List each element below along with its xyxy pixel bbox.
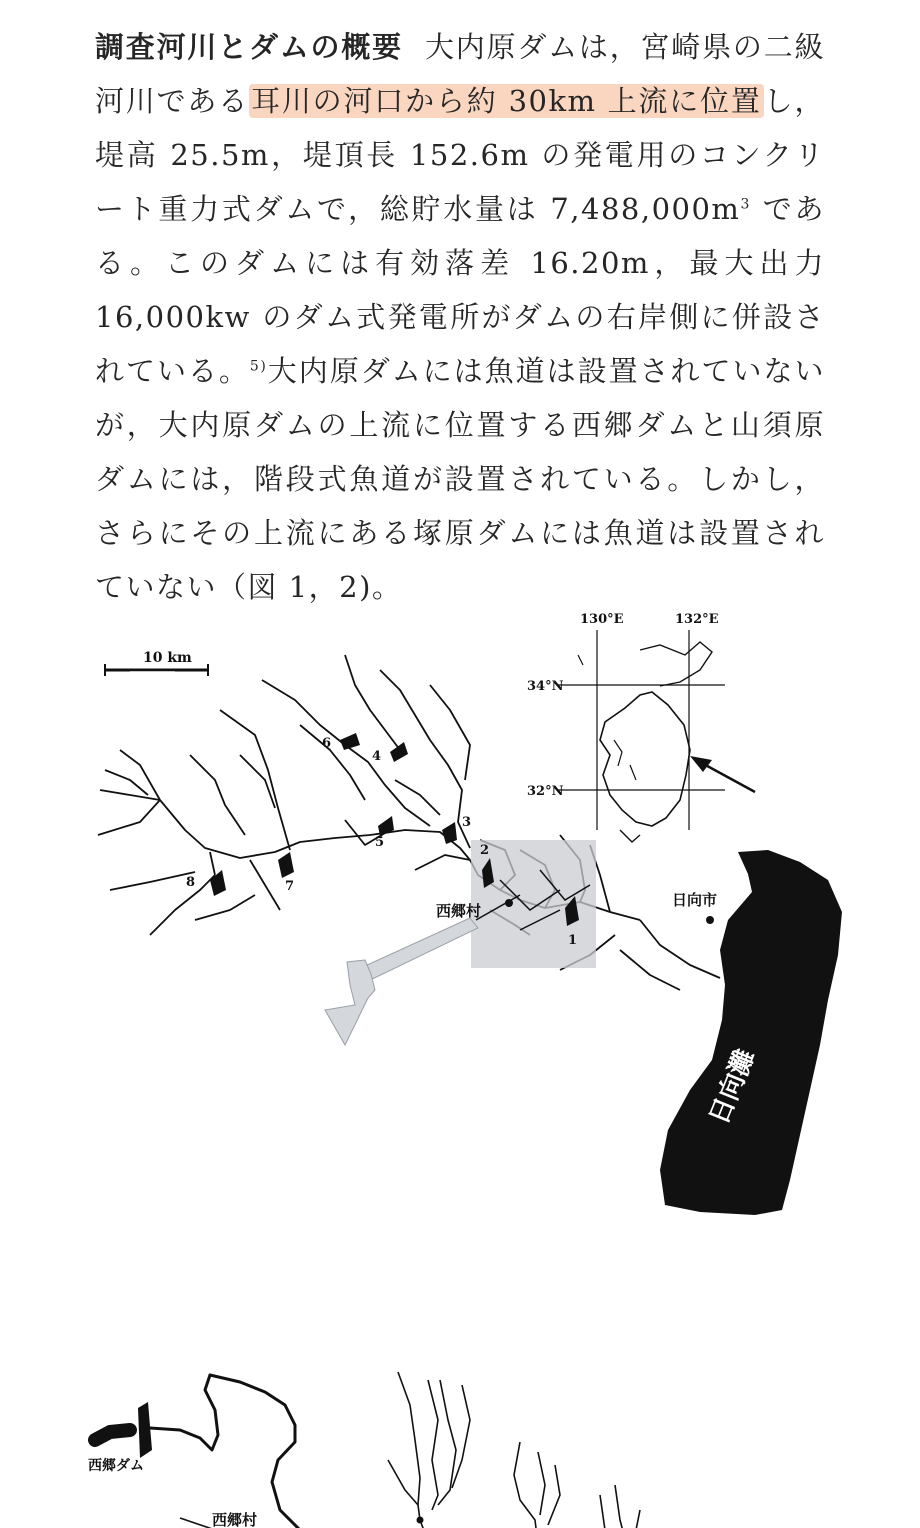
sea-label: 日向灘 — [704, 1045, 762, 1129]
svg-text:2: 2 — [480, 843, 490, 858]
section-heading: 調査河川とダムの概要 — [95, 30, 403, 64]
overview-paragraph — [95, 20, 825, 614]
dam-marker-7 — [278, 852, 294, 878]
dam-marker-8 — [210, 870, 226, 896]
upper-village-dot — [505, 899, 513, 907]
city-dot — [706, 916, 714, 924]
svg-text:7: 7 — [285, 879, 295, 894]
reference-mark: 5) — [249, 358, 268, 375]
paragraph-text-3: である。このダムには有効落差 16.20m，最大出力 16,000kw のダム式発電所がダムの右岸側に併設されている。 — [95, 192, 826, 388]
dam-marker-6 — [340, 733, 360, 750]
paragraph-text-2: し，堤高 25.5m，堤頂長 152.6m の発電用のコンクリート重力式ダムで，総貯水量は 7,488,000m — [95, 84, 825, 226]
sampling-stations — [338, 1517, 660, 1528]
dam-marker-4 — [390, 742, 408, 762]
paragraph-text-1: 大内原ダムは，宮崎県の二級河川である — [95, 30, 825, 118]
lat-32-label: 32°N — [527, 784, 564, 799]
lon-130-label: 130°E — [580, 612, 624, 627]
lower-village-label: 西郷村 — [212, 1511, 258, 1528]
svg-text:3: 3 — [462, 815, 472, 830]
svg-text:1: 1 — [568, 933, 578, 948]
lower-main-river — [95, 1375, 662, 1528]
dam-marker-3 — [442, 822, 457, 844]
svg-text:8: 8 — [186, 875, 196, 890]
upper-river-network — [98, 655, 720, 990]
inset-map — [527, 612, 755, 842]
inset-arrow — [700, 762, 755, 792]
lower-scale-bar — [545, 1487, 650, 1528]
paragraph-text-4: 大内原ダムには魚道は設置されていないが，大内原ダムの上流に位置する西郷ダムと山須原ダムには，階段式魚道が設置されている。しかし，さらにその上流にある塚原ダムには魚道は設置されていない（図 1，2)。 — [95, 354, 825, 604]
upper-village-label: 西郷村 — [436, 902, 482, 920]
callout-arrow — [325, 918, 478, 1045]
dam-marker-5 — [378, 816, 394, 836]
saigo-dam-marker — [138, 1402, 152, 1458]
lon-132-label: 132°E — [675, 612, 719, 627]
upper-scale-label: 10 km — [143, 650, 192, 666]
upper-scale-bar — [105, 650, 208, 676]
svg-text:5: 5 — [375, 835, 385, 850]
city-label: 日向市 — [672, 891, 718, 909]
svg-text:4: 4 — [372, 749, 382, 764]
saigo-dam-label: 西郷ダム — [88, 1458, 144, 1474]
figure-maps — [0, 590, 920, 1528]
superscript-3: 3 — [740, 196, 751, 213]
lower-tributaries — [120, 1372, 640, 1528]
lat-34-label: 34°N — [527, 679, 564, 694]
svg-text:6: 6 — [322, 736, 332, 751]
highlighted-text: 耳川の河口から約 30km 上流に位置 — [251, 84, 762, 118]
